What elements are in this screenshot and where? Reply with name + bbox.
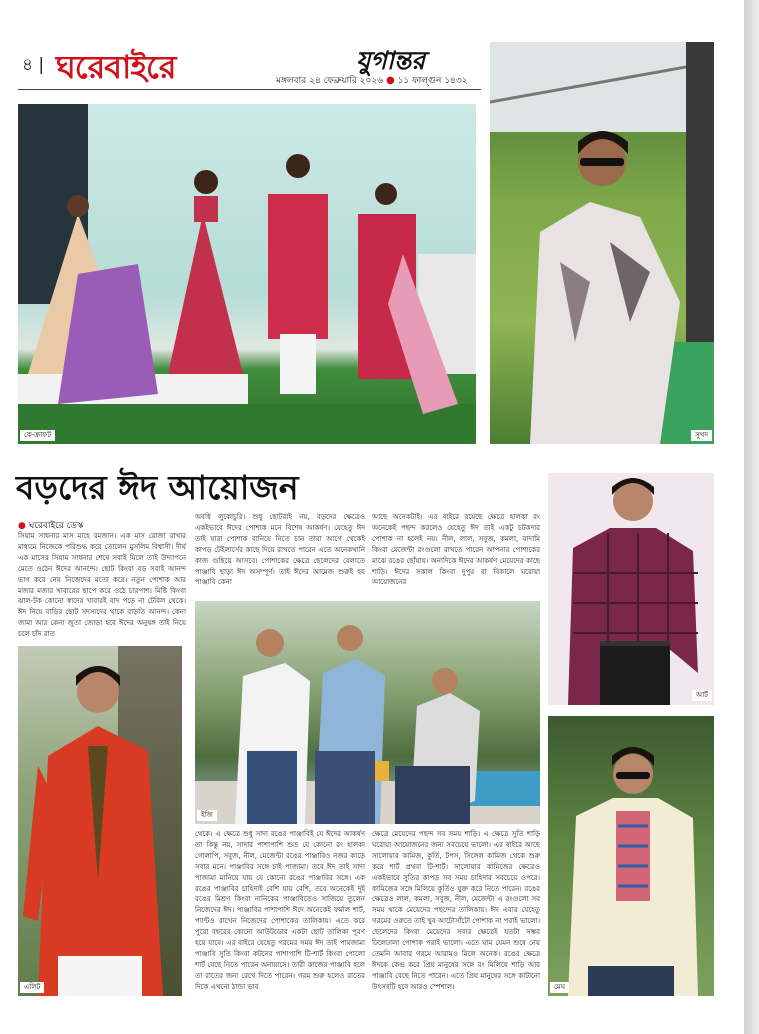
date-gregorian: মঙ্গলবার ২৪ ফেব্রুয়ারি ২০২৬: [276, 76, 384, 86]
newspaper-logo: যুগান্তর: [356, 46, 426, 75]
man-printed-shirt-illustration: [490, 42, 714, 444]
date-bangla: ১১ ফাল্গুন ১৪৩২: [397, 76, 468, 86]
three-men-illustration: [195, 601, 540, 824]
group-photo-eid-collection: [18, 104, 476, 444]
article-column-3-bottom-text: ক্ষেত্রে মেয়েদের পছন্দ সব সময় শাড়ি। এ ক্ষেত্রে সুতি শাড়ি ঘরোয়া আয়োজনের জন্য সবচেয়ে ভালো। এর বাইরে আছে সালোয়ার কামিজ, কুর্তি, টপস, সিঙ্গেল কামিজ থেকে শুরু করে শার্ট প্রথবা টি-শার্ট। সালোয়ার কামিজের ক্ষেত্রেও একইভাবে সুতির কাপড় সব সময় চাহিদার সবচেয়ে ওপরে। কামিজের সঙ্গে মিলিয়ে কুর্তিও যুক্ত করে নিতে পারেন। রঙের ক্ষেত্রেও লাল, কমলা, সবুজ, নীল, মেজেন্টা এ রংগুলো সব সময় থাকে মেয়েদের পছন্দের তালিকায়। ঈদ এবার যেহেতু গরমের ওরুতে তাই খুব আটোসাঁটো পোশাক না পরাই ভালো। ছেলেদের কিংবা মেয়েদের সবার ক্ষেত্রেই যতটা সম্ভব ঢিলেঢালা পোশাক পরাই ভালো। এতে ঘাম যেমন শুষে নেয় তেমনি আবার গরমে আরামও মিলে অনেক। রঙের ক্ষেত্রে ঈদকে কেন্দ্র করে প্রিয় মানুষের সঙ্গে রং মিলিয়ে শাড়ি আর পাঞ্জাবি বেছে নিতে পারেন। এতে প্রিয় মানুষের সঙ্গে কাটানো উৎসবটি হবে আরও স্পেশাল।: [372, 830, 540, 991]
date-separator-dot: ●: [385, 75, 395, 86]
header-date: [276, 73, 468, 88]
group-photo-illustration: [18, 104, 476, 444]
page-edge-shadow: [744, 0, 759, 1034]
photo-man-cream-panjabi: [548, 716, 714, 996]
article-column-3-text: আছে অনেকটাই। এর বাইরে রয়েছে ক্ষেত্রে হালকা রং অনেকেই পছন্দ করলেও যেহেতু ঈদ তাই একটু চটকদার পোশাক না হলেই নয়। নীল, লাল, সবুজ, কমলা, বাদামি কিংবা মেজেন্টা রংগুলো রাখতে পারেন আপনার পোশাকের মাঝে রঙের ছোঁয়ায়। অন্যদিকে ঈদের আকর্ষণ মেয়েদের কাছে শাড়ি। ঈদের সকাল কিংবা দুপুর বা বিকালে ঘরোয়া আয়োজনের: [372, 513, 540, 587]
byline-bullet: ●: [18, 521, 26, 531]
header-rule: [18, 89, 481, 90]
byline-text: ঘরেবাইরে ডেস্ক: [28, 521, 84, 531]
article-column-2-bottom-text: থেকে। এ ক্ষেত্রে শুধু সাদা রঙের পাঞ্জাবিই যে ঈদের আকর্ষণ তা কিন্তু নয়, সাদার পাশাপাশি শুভ্র যে কোনো রং হালকা গোলাপি, সবুজ, নীল, মেজেন্টা রঙের পাঞ্জাবিও নজর কাড়ে সবার মনে। পাঞ্জাবির সঙ্গে চাই পাজামা। তবে ঈদ তাই সাদা পাজামা মানিয়ে যায় যে কোনো রঙের পাঞ্জাবির সঙ্গে। এক রঙের পাঞ্জাবির চাহিদাই বেশি যায় বেশি, তবে অনেকেই দুই রঙের মিশ্রণ কিংবা নানিকের পাঞ্জাবিতেও সাজিয়ে তুলেন নিজেদের ঈদ। পাঞ্জাবির পাশাপাশি ঈদে অনেকেই ফর্মাল শার্ট, প্যান্টও রাখেন নিজেদের পোশাকের তালিকায়। এতে করে পুরো বছরের কোনো আউটডোর একটা ছোট তালিকা পূরণ হয়ে যাবে। এর বাইরে যেহেতু গরমের সময় ঈদ তাই পায়জামা পাঞ্জাবি সুতি কিংবা কটনের পাশাপাশি টি-শার্ট কিংবা পোলো শার্ট বেছে নিতে পারেন অনায়াসে। তারী কাজের পাঞ্জাবি হলে তা রাতের জন্য রেখে দিতে পারেন। গরম শুরু হলেও রাতের দিকে এখনো ঠান্ডা ভাব: [195, 830, 365, 991]
page-number: ৪ |: [22, 55, 45, 75]
photo-man-checked-shirt: [548, 473, 714, 705]
photo-man-printed-shirt: [490, 42, 714, 444]
photo-caption-sukhad: সুখদ: [691, 430, 712, 441]
photo-caption-eliot: এলিট: [20, 982, 44, 993]
photo-caption-cats-eye: কে-ক্রাফট: [20, 430, 55, 441]
photo-caption-megh: মেঘ: [550, 982, 569, 993]
photo-caption-ezi: ইজি: [197, 810, 217, 821]
article-column-1-text: সিয়াম সাধনার মাস মাহে রমজান। এক মাস রোজা রাখার মাধ্যমে নিজেকে পরিশুদ্ধ করে তোলেন মুসলিম বিশ্বাসী। দীর্ঘ এক মাসের সিয়াম সাধনার শেষে সবাই মিলে তাই উদ্যাপনে মেতে ওঠেন ঈদের আনন্দে। ছোট কিংবা বড় সবাই আনন্দ ভাগ করে নেয় নিজেদের মতো করে। নতুন পোশাক আর মজার মজার খাবারের ছাপে করে ওঠে চারপাশ। মিষ্টি কিংবা ঝাল-টক কোনো স্বাদের খাবারই বাদ পড়ে না টেবিল থেকে। ঈদ নিয়ে বাড়ির ছোট সদস্যদের থাকে বাড়তি আনন্দ। কেনা জামা আর কেনা জুতা জোড়া হবে ঈদের অনুষঙ্গ তাই নিয়ে চলে চাঁদ রাত: [18, 532, 186, 639]
photo-caption-art: আর্ট: [692, 690, 712, 701]
article-headline: বড়দের ঈদ আয়োজন: [16, 468, 299, 507]
photo-man-red-panjabi: [18, 646, 182, 996]
article-column-2-text: অবধি লুকোচুরি। শুধু ছোটরাই নয়, বড়দের ক্ষেত্রেও একইভাবে ঈদের পোশাক মনে বিশেষ আকর্ষণ। যেহেতু ঈদ তাই যারা পোশাক বানিয়ে নিতে চান তারা আগে থেকেই কাপড় টেইলার্সের কাছে দিয়ে রাখতে পারেন এতে অনেকখানি কাজ গুছিয়ে আসবে। পোশাকের ক্ষেত্রে ছেলেদের বেলাতে পাঞ্জাবি ছাড়া ঈদ অসম্পূর্ণ। তাই ঈদের আমেজ শুরুই হয় পাঞ্জাবি কেনা: [195, 513, 365, 587]
checked-shirt-illustration: [548, 473, 714, 705]
section-title-logo: ঘরেবাইরে: [56, 48, 176, 86]
photo-three-men-casual: [195, 601, 540, 824]
cream-panjabi-illustration: [548, 716, 714, 996]
red-panjabi-illustration: [18, 646, 182, 996]
